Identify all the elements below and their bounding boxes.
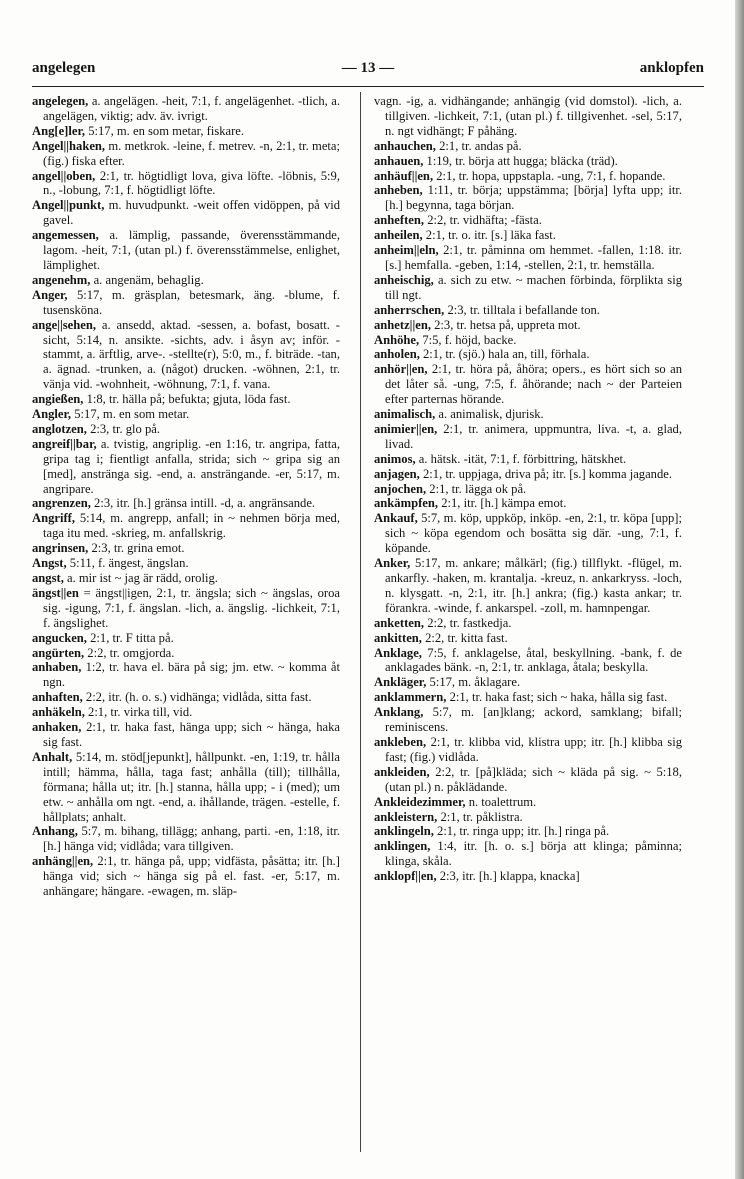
entry-definition: a. tvistig, angriplig. -en 1:16, tr. angripa, fatta, gripa tag i; fientligt anfalla, strida; sich ~ gripa sig an [med], anstränga sig. -end, a. ansträngande. -er, 5:17, m. angripare. [43, 436, 340, 496]
entry-definition: 2:2, tr. vidhäfta; -fästa. [427, 213, 542, 228]
entry-definition: 2:1, tr. hopa, uppstapla. -ung, 7:1, f. hopande. [436, 168, 666, 183]
entry-definition: 2:1, tr. haka fast; sich ~ haka, hålla sig fast. [449, 690, 668, 705]
entry-definition: a. hätsk. -ität, 7:1, f. förbittring, hätskhet. [418, 451, 627, 466]
dictionary-entry [32, 94, 340, 124]
entry-definition: 2:1, tr. F titta på. [90, 630, 174, 645]
dictionary-entry [374, 646, 682, 676]
dictionary-entry [32, 407, 340, 422]
entry-headword: ange||sehen, [32, 317, 96, 332]
entry-headword: Anger, [32, 287, 68, 302]
entry-definition: 2:2, itr. (h. o. s.) vidhänga; vidlåda, sitta fast. [85, 690, 312, 705]
dictionary-entry [32, 631, 340, 646]
header-left-headword: angelegen [32, 60, 96, 76]
dictionary-entry [374, 705, 682, 735]
entry-definition: 2:2, tr. fastkedja. [427, 615, 512, 630]
entry-headword: Anker, [374, 556, 411, 571]
dictionary-entry [32, 392, 340, 407]
entry-definition: 5:17, m. ankare; målkärl; (fig.) tillflykt. -flügel, m. ankarfly. -haken, m. krantalja. -kreuz, n. ankarkryss. -loch, n. klysgatt. -n, 2:1, itr. [h.] ankra; (fig.) kasta ankar; tr. förankra. -winde, f. ankarspel. -zoll, m. hamnpengar. [385, 556, 682, 615]
dictionary-entry [374, 616, 682, 631]
dictionary-entry [374, 154, 682, 169]
entry-headword: anheften, [374, 213, 425, 228]
dictionary-entry [374, 810, 682, 825]
entry-definition: 2:1, itr. [h.] kämpa emot. [441, 496, 567, 511]
dictionary-entry [32, 139, 340, 169]
entry-definition: vagn. -ig, a. vidhängande; anhängig (vid domstol). -lich, a. tillgiven. -lichkeit, 7:1, (utan pl.) f. tillgivenhet. -sel, 5:17, n. ngt vidhängt; F påhäng. [374, 94, 682, 138]
entry-headword: Angriff, [32, 511, 76, 526]
dictionary-entry [374, 735, 682, 765]
entry-headword: anhaften, [32, 690, 83, 705]
dictionary-entry [32, 705, 340, 720]
entry-headword: angel||oben, [32, 168, 96, 183]
entry-definition: 2:1, tr. o. itr. [s.] läka fast. [425, 228, 556, 243]
entry-headword: angreif||bar, [32, 436, 97, 451]
entry-headword: angelegen, [32, 94, 89, 108]
dictionary-entry [32, 273, 340, 288]
entry-definition: 5:17, m. gräsplan, betesmark, äng. -blume, f. tusensköna. [43, 287, 340, 317]
entry-definition: 2:1, tr. (sjö.) hala an, till, förhala. [423, 347, 590, 362]
entry-headword: ängst||en [32, 585, 79, 600]
entry-headword: Angel||haken, [32, 138, 106, 153]
entry-headword: anholen, [374, 347, 420, 362]
entry-headword: angucken, [32, 630, 87, 645]
dictionary-entry [374, 467, 682, 482]
entry-definition: 7:5, f. anklagelse, åtal, beskyllning. -bank, f. de anklagades bänk. -n, 2:1, tr. anklaga, åtala; beskylla. [385, 645, 682, 675]
entry-definition: 1:2, tr. hava el. bära på sig; jm. etw. ~ komma åt ngn. [43, 660, 340, 690]
entry-headword: anheben, [374, 183, 423, 198]
dictionary-entry [374, 482, 682, 497]
dictionary-entry [374, 347, 682, 362]
entry-definition: 5:7, m. [an]klang; ackord, samklang; bifall; reminiscens. [385, 705, 682, 735]
entry-headword: Anklage, [374, 645, 422, 660]
entry-headword: anhäuf||en, [374, 168, 434, 183]
dictionary-entry [374, 273, 682, 303]
entry-definition: a. lämplig, passande, överensstämmande, lagom. -heit, 7:1, (utan pl.) f. överensstämmelse, enlighet, lämplighet. [43, 228, 340, 272]
page-header [32, 58, 704, 82]
entry-headword: animier||en, [374, 421, 438, 436]
entry-definition: m. huvudpunkt. -weit offen vidöppen, på vid gavel. [43, 198, 341, 228]
entry-headword: anhetz||en, [374, 317, 431, 332]
entry-definition: 2:1, tr. lägga ok på. [429, 481, 527, 496]
entry-headword: ankleiden, [374, 764, 430, 779]
entry-headword: angst, [32, 571, 64, 585]
dictionary-entry [374, 94, 682, 139]
dictionary-entry [374, 407, 682, 422]
dictionary-entry [32, 750, 340, 825]
entry-headword: Anhang, [32, 824, 78, 839]
entry-definition: 2:3, tr. glo på. [90, 421, 161, 436]
dictionary-entry [374, 496, 682, 511]
dictionary-entry [374, 243, 682, 273]
dictionary-entry [32, 556, 340, 571]
entry-headword: ankleistern, [374, 809, 438, 824]
entry-definition: 2:1, tr. ringa upp; itr. [h.] ringa på. [437, 824, 610, 839]
entry-definition: a. ansedd, aktad. -sessen, a. bofast, bosatt. -sicht, 5:14, n. ansikte. -sichts, adv. i åsyn av; inför. -stammt, a. ärftlig, arve-. -stellte(r), 5:0, m., f. biträde. -tan, a. ägnad. -trunken, a. (något) drucken. -wöhnen, 2:1, tr. vänja vid. -wohnheit, -wöhnung, 7:1, f. vana. [43, 317, 340, 392]
entry-definition: a. mir ist ~ jag är rädd, orolig. [67, 571, 218, 585]
entry-headword: anklopf||en, [374, 869, 437, 884]
entry-headword: anheischig, [374, 272, 434, 287]
dictionary-entry [374, 169, 682, 184]
entry-headword: angenehm, [32, 272, 91, 287]
entry-definition: 2:1, tr. virka till, vid. [88, 705, 193, 720]
entry-definition: 2:1, tr. haka fast, hänga upp; sich ~ hänga, haka sig fast. [43, 720, 340, 749]
dictionary-entry [374, 869, 682, 884]
entry-definition: 5:17, m. åklagare. [429, 675, 521, 690]
dictionary-entry [374, 690, 682, 705]
entry-headword: Anklang, [374, 705, 424, 720]
column-divider [360, 92, 361, 1152]
entry-headword: Angel||punkt, [32, 198, 105, 213]
entry-definition: 2:2, tr. omgjorda. [87, 645, 175, 660]
entry-definition: 5:14, m. stöd[jepunkt], hållpunkt. -en, 1:19, tr. hålla intill; hämma, hålla, taga fast; anhålla (till); tillhålla, förmana; hålla ut; itr. [h.] stanna, hålla upp; - i (med); um etw. ~ anhålla om ngt. -end, a. ihållande, trägen. -estelle, f. hållplats; anhalt. [43, 749, 340, 824]
dictionary-entry [32, 496, 340, 511]
dictionary-entry [374, 511, 682, 556]
dictionary-entry [32, 198, 340, 228]
entry-definition: 2:1, tr. höra på, åhöra; opers., es hört sich so an det låter så. -ung, 7:5, f. åhörande; nach ~ der Parteien efter parternas hörande. [385, 362, 682, 407]
entry-headword: animos, [374, 451, 416, 466]
entry-headword: anklingen, [374, 839, 431, 854]
entry-definition: 2:1, tr. påklistra. [440, 809, 523, 824]
dictionary-entry [374, 362, 682, 407]
entry-definition: 5:7, m. köp, uppköp, inköp. -en, 2:1, tr. köpa [upp]; sich ~ köpa egendom och bosätta sig där. -ung, 7:1, f. köpande. [385, 511, 682, 556]
entry-definition: 2:3, itr. [h.] gränsa intill. -d, a. angränsande. [94, 496, 316, 511]
entry-headword: ankitten, [374, 630, 422, 645]
left-column [32, 94, 340, 899]
entry-headword: anhäkeln, [32, 705, 85, 720]
page-number: — 13 — [341, 60, 395, 76]
entry-headword: Angst, [32, 556, 67, 571]
dictionary-entry [32, 437, 340, 497]
dictionary-entry [374, 318, 682, 333]
dictionary-entry [374, 228, 682, 243]
entry-headword: Anhöhe, [374, 332, 420, 347]
entry-headword: ankämpfen, [374, 496, 439, 511]
entry-headword: ankleben, [374, 734, 427, 749]
header-rule [32, 86, 704, 87]
dictionary-entry [374, 824, 682, 839]
entry-definition: 2:3, tr. grina emot. [91, 541, 185, 556]
dictionary-entry [374, 765, 682, 795]
entry-headword: angrinsen, [32, 541, 89, 556]
dictionary-entry [32, 720, 340, 750]
dictionary-entry [32, 511, 340, 541]
entry-headword: Ang[e]ler, [32, 123, 86, 138]
entry-definition: 5:17, m. en som metar, fiskare. [88, 123, 245, 138]
dictionary-entry [374, 183, 682, 213]
entry-definition: 2:3, tr. hetsa på, uppreta mot. [434, 317, 581, 332]
dictionary-entry [32, 690, 340, 705]
entry-definition: 2:1, tr. högtidligt lova, giva löfte. -löbnis, 5:9, n., -lobung, 7:1, f. högtidligt löfte. [43, 168, 340, 198]
dictionary-entry [32, 422, 340, 437]
entry-definition: 2:1, tr. klibba vid, klistra upp; itr. [h.] klibba sig fast; (fig.) vidlåda. [385, 734, 682, 764]
entry-headword: anklingeln, [374, 824, 434, 839]
entry-definition: 2:3, itr. [h.] klappa, knacka] [439, 869, 580, 884]
entry-definition: 5:17, m. en som metar. [74, 407, 190, 422]
dictionary-entry [32, 318, 340, 393]
entry-headword: animalisch, [374, 407, 436, 422]
entry-definition: 1:19, tr. börja att hugga; bläcka (träd). [426, 153, 618, 168]
entry-definition: 5:7, m. bihang, tillägg; anhang, parti. -en, 1:18, itr. [h.] hänga vid; vidlåda; vara tillgiven. [43, 824, 340, 854]
entry-definition: a. angenäm, behaglig. [93, 272, 204, 287]
entry-headword: anjochen, [374, 481, 427, 496]
dictionary-entry [374, 422, 682, 452]
dictionary-entry [32, 824, 340, 854]
dictionary-entry [374, 303, 682, 318]
right-column [374, 94, 682, 884]
dictionary-entry [374, 333, 682, 348]
dictionary-entry [32, 854, 340, 899]
dictionary-entry [374, 139, 682, 154]
entry-headword: anheilen, [374, 228, 423, 243]
dictionary-entry [374, 631, 682, 646]
entry-headword: anherrschen, [374, 302, 445, 317]
entry-headword: anhör||en, [374, 362, 428, 377]
entry-headword: Ankauf, [374, 511, 418, 526]
entry-headword: Angler, [32, 407, 72, 422]
entry-definition: m. metkrok. -leine, f. metrev. -n, 2:1, tr. meta; (fig.) fiska efter. [43, 138, 340, 168]
dictionary-entry [374, 213, 682, 228]
entry-headword: angemessen, [32, 228, 99, 243]
entry-headword: Anhalt, [32, 749, 73, 764]
dictionary-entry [32, 169, 340, 199]
dictionary-entry [32, 124, 340, 139]
dictionary-entry [32, 228, 340, 273]
entry-headword: Ankleidezimmer, [374, 794, 466, 809]
entry-headword: angürten, [32, 645, 85, 660]
entry-headword: anhauen, [374, 153, 424, 168]
page-binding-edge [735, 0, 744, 1179]
entry-definition: 1:4, itr. [h. o. s.] börja att klinga; påminna; klinga, skåla. [385, 839, 682, 869]
dictionary-entry [374, 452, 682, 467]
entry-definition: 2:2, tr. [på]kläda; sich ~ kläda på sig. ~ 5:18, (utan pl.) n. påklädande. [385, 764, 682, 794]
entry-definition: 7:5, f. höjd, backe. [422, 332, 517, 347]
entry-definition: 2:1, tr. påminna om hemmet. -fallen, 1:18. itr. [s.] hemfalla. -geben, 1:14, -stellen, 2:1, tr. hemställa. [385, 243, 682, 272]
entry-headword: anhauchen, [374, 138, 436, 153]
header-right-headword: anklopfen [639, 60, 704, 76]
entry-definition: 2:1, tr. andas på. [439, 138, 522, 153]
entry-definition: 1:8, tr. hälla på; befukta; gjuta, löda fast. [86, 392, 291, 407]
dictionary-entry [374, 795, 682, 810]
entry-definition: 2:1, tr. animera, uppmuntra, liva. -t, a. glad, livad. [385, 421, 682, 451]
entry-headword: angießen, [32, 392, 84, 407]
entry-definition: 1:11, tr. börja; uppstämma; [börja] lyfta upp; itr. [h.] begynna, taga början. [385, 183, 682, 213]
entry-definition: 2:1, tr. hänga på, upp; vidfästa, påsätta; itr. [h.] hänga vid; sich ~ hänga sig på el. fast. -er, 5:17, m. anhängare; hängare. -ewagen, m. släp- [43, 854, 340, 899]
dictionary-entry [374, 839, 682, 869]
dictionary-entry [374, 556, 682, 616]
entry-headword: Ankläger, [374, 675, 427, 690]
entry-headword: anglotzen, [32, 421, 87, 436]
entry-definition: 2:2, tr. kitta fast. [425, 630, 508, 645]
entry-headword: anhaben, [32, 660, 82, 675]
entry-definition: 2:1, tr. uppjaga, driva på; itr. [s.] komma jagande. [423, 466, 673, 481]
entry-headword: anjagen, [374, 466, 420, 481]
dictionary-entry [32, 571, 340, 586]
entry-headword: anhaken, [32, 720, 82, 735]
entry-definition: a. animalisk, djurisk. [438, 407, 544, 422]
entry-definition: 5:11, f. ängest, ängslan. [69, 556, 189, 571]
entry-definition: a. sich zu etw. ~ machen förbinda, förplikta sig till ngt. [385, 272, 682, 302]
dictionary-entry [32, 646, 340, 661]
entry-headword: angrenzen, [32, 496, 91, 511]
dictionary-entry [32, 660, 340, 690]
dictionary-entry [32, 288, 340, 318]
dictionary-entry [32, 541, 340, 556]
entry-definition: 2:3, tr. tilltala i befallande ton. [447, 302, 600, 317]
entry-headword: anketten, [374, 615, 425, 630]
dictionary-entry [32, 586, 340, 631]
entry-definition: a. angelägen. -heit, 7:1, f. angelägenhet. -tlich, a. angelägen, viktig; adv. äv. ivrigt. [43, 94, 340, 123]
entry-headword: anheim||eln, [374, 243, 439, 258]
entry-definition: = ängst||igen, 2:1, tr. ängsla; sich ~ ängslas, oroa sig. -igung, 7:1, f. ängslan. -lich, a. ängslig. -lichkeit, 7:1, f. ängslighet. [43, 585, 340, 630]
entry-headword: anhäng||en, [32, 854, 94, 869]
entry-headword: anklammern, [374, 690, 447, 705]
entry-definition: n. toalettrum. [468, 794, 537, 809]
dictionary-entry [374, 675, 682, 690]
entry-definition: 5:14, m. angrepp, anfall; in ~ nehmen börja med, taga itu med. -skrieg, m. anfallskrig. [43, 511, 340, 541]
